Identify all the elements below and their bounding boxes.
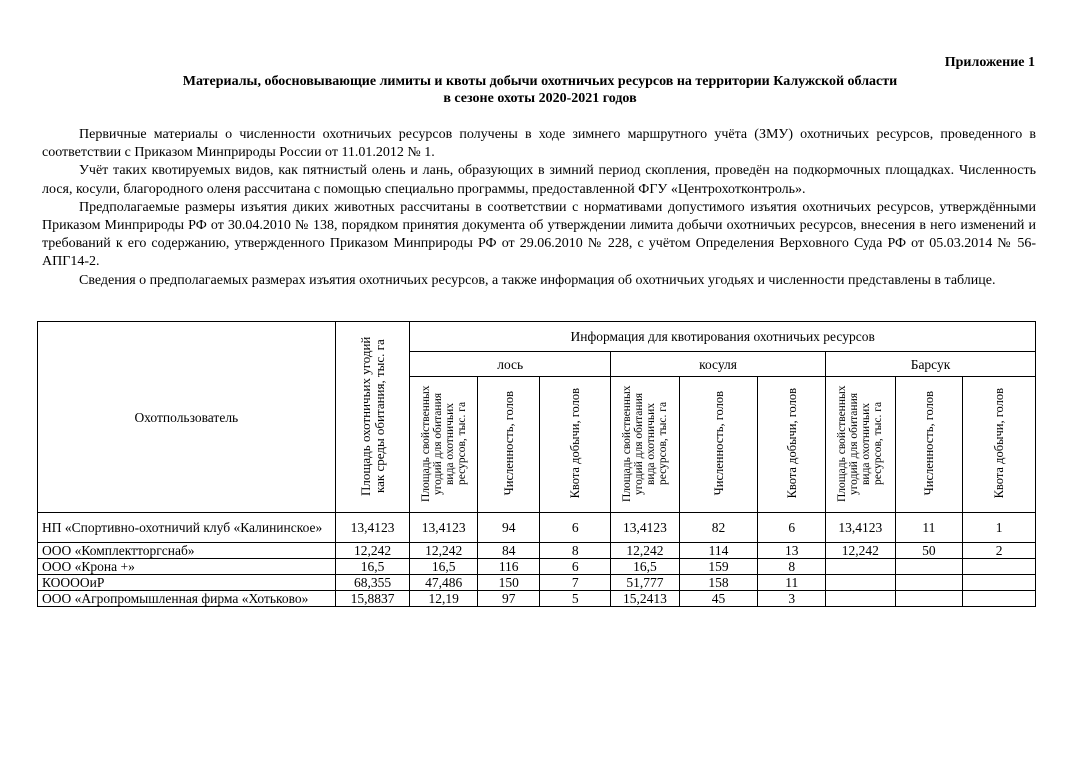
cell-user: КОООOиР	[38, 575, 336, 591]
cell-roe-area: 12,242	[611, 543, 680, 559]
header-area-moose	[410, 377, 478, 513]
cell-moose-area: 12,242	[410, 543, 478, 559]
table-row	[38, 559, 1036, 575]
cell-user: ООО «Агропромышленная фирма «Хотьково»	[38, 591, 336, 607]
cell-badger-quota: 2	[963, 543, 1036, 559]
paragraph: Первичные материалы о численности охотничьих ресурсов получены в ходе зимнего маршрутного учёта (ЗМУ) охотничьих ресурсов, проведенного в соответствии с Приказом Минприроды России от 11.01.2012 № 1.	[42, 127, 1036, 161]
cell-roe-count: 82	[679, 513, 758, 543]
table-row	[38, 543, 1036, 559]
header-quota-moose	[540, 377, 611, 513]
cell-badger-count	[895, 575, 963, 591]
cell-total: 16,5	[335, 559, 410, 575]
header-group: Информация для квотирования охотничьих ресурсов	[410, 322, 1036, 352]
cell-moose-count: 94	[477, 513, 540, 543]
header-quota-text: Квота добычи, голов	[992, 387, 1007, 499]
header-species-moose: лось	[410, 352, 611, 377]
cell-total: 13,4123	[335, 513, 410, 543]
header-area-text: Площадь свойственных угодий для обитания вида охотничьих ресурсов, тыс. га	[620, 384, 669, 502]
header-count-badger	[895, 377, 963, 513]
header-user: Охотпользователь	[38, 322, 336, 513]
cell-badger-quota	[963, 591, 1036, 607]
cell-moose-count: 97	[477, 591, 540, 607]
cell-moose-count: 84	[477, 543, 540, 559]
cell-roe-quota: 3	[758, 591, 826, 607]
header-quota-roe	[758, 377, 826, 513]
cell-total: 12,242	[335, 543, 410, 559]
paragraph: Учёт таких квотируемых видов, как пятнистый олень и лань, образующих в зимний период скопления, проведён на подкормочных площадках. Численность лося, косули, благородного оленя рассчитана с помощью специально программы, предоставленной ФГУ «Центрохотконтроль».	[42, 163, 1036, 197]
cell-moose-area: 13,4123	[410, 513, 478, 543]
cell-moose-quota: 5	[540, 591, 611, 607]
cell-moose-count: 150	[477, 575, 540, 591]
cell-user: ООО «Комплектторгснаб»	[38, 543, 336, 559]
cell-badger-count	[895, 559, 963, 575]
cell-roe-quota: 11	[758, 575, 826, 591]
cell-total: 15,8837	[335, 591, 410, 607]
table-row	[38, 591, 1036, 607]
title-line-2: в сезоне охоты 2020-2021 годов	[443, 91, 637, 106]
header-quota-text: Квота добычи, голов	[784, 387, 799, 499]
cell-roe-area: 16,5	[611, 559, 680, 575]
cell-roe-quota: 6	[758, 513, 826, 543]
cell-moose-quota: 6	[540, 559, 611, 575]
cell-moose-quota: 7	[540, 575, 611, 591]
cell-moose-area: 12,19	[410, 591, 478, 607]
paragraph: Сведения о предполагаемых размерах изъятия охотничьих ресурсов, а также информация об охотничьих угодьях и численности представлены в таблице.	[79, 272, 996, 288]
appendix-label: Приложение 1	[944, 55, 1035, 70]
cell-roe-area: 15,2413	[611, 591, 680, 607]
header-count-text: Численность, голов	[501, 390, 516, 496]
cell-badger-count: 11	[895, 513, 963, 543]
cell-moose-quota: 6	[540, 513, 611, 543]
table-row	[38, 575, 1036, 591]
cell-badger-quota	[963, 575, 1036, 591]
cell-roe-count: 158	[679, 575, 758, 591]
cell-badger-count	[895, 591, 963, 607]
header-count-moose	[477, 377, 540, 513]
cell-roe-quota: 13	[758, 543, 826, 559]
cell-roe-count: 159	[679, 559, 758, 575]
cell-moose-quota: 8	[540, 543, 611, 559]
cell-badger-area	[826, 575, 896, 591]
cell-roe-area: 51,777	[611, 575, 680, 591]
header-total-area-text: Площадь охотничьих угодий как среды обитания, тыс. га	[357, 335, 387, 496]
cell-badger-area: 12,242	[826, 543, 896, 559]
header-count-text: Численность, голов	[711, 390, 726, 496]
header-quota-badger	[963, 377, 1036, 513]
cell-moose-count: 116	[477, 559, 540, 575]
cell-moose-area: 16,5	[410, 559, 478, 575]
header-species-badger: Барсук	[826, 352, 1036, 377]
cell-badger-quota: 1	[963, 513, 1036, 543]
cell-moose-area: 47,486	[410, 575, 478, 591]
header-area-text: Площадь свойственных угодий для обитания вида охотничьих ресурсов, тыс. га	[836, 384, 885, 502]
quota-table	[37, 321, 1036, 607]
header-total-area	[335, 322, 410, 513]
cell-badger-area: 13,4123	[826, 513, 896, 543]
cell-badger-area	[826, 559, 896, 575]
header-area-badger	[826, 377, 896, 513]
cell-user: ООО «Крона +»	[38, 559, 336, 575]
header-count-roe	[679, 377, 758, 513]
header-quota-text: Квота добычи, голов	[568, 387, 583, 499]
title-line-1: Материалы, обосновывающие лимиты и квоты добычи охотничьих ресурсов на территории Калужской области	[182, 74, 898, 89]
cell-badger-count: 50	[895, 543, 963, 559]
document-title	[40, 73, 1040, 107]
body-text	[42, 126, 1036, 290]
cell-user: НП «Спортивно-охотничий клуб «Калининское»	[38, 513, 336, 543]
table-row	[38, 513, 1036, 543]
paragraph: Предполагаемые размеры изъятия диких животных рассчитаны в соответствии с нормативами допустимого изъятия охотничьих ресурсов, утверждёнными Приказом Минприроды РФ от 30.04.2010 № 138, порядком принятия документа об утверждении лимита добычи охотничьих ресурсов, внесения в него изменений и требований к его содержанию, утвержденного Приказом Минприроды РФ от 29.06.2010 № 228, с учётом Определения Верховного Суда РФ от 05.03.2014 № 56-АПГ14-2.	[42, 199, 1036, 270]
cell-roe-count: 45	[679, 591, 758, 607]
cell-badger-quota	[963, 559, 1036, 575]
header-species-roe: косуля	[611, 352, 826, 377]
cell-total: 68,355	[335, 575, 410, 591]
cell-roe-area: 13,4123	[611, 513, 680, 543]
header-area-text: Площадь свойственных угодий для обитания вида охотничьих ресурсов, тыс. га	[419, 384, 468, 502]
header-count-text: Численность, голов	[921, 390, 936, 496]
cell-roe-quota: 8	[758, 559, 826, 575]
cell-badger-area	[826, 591, 896, 607]
cell-roe-count: 114	[679, 543, 758, 559]
header-area-roe	[611, 377, 680, 513]
